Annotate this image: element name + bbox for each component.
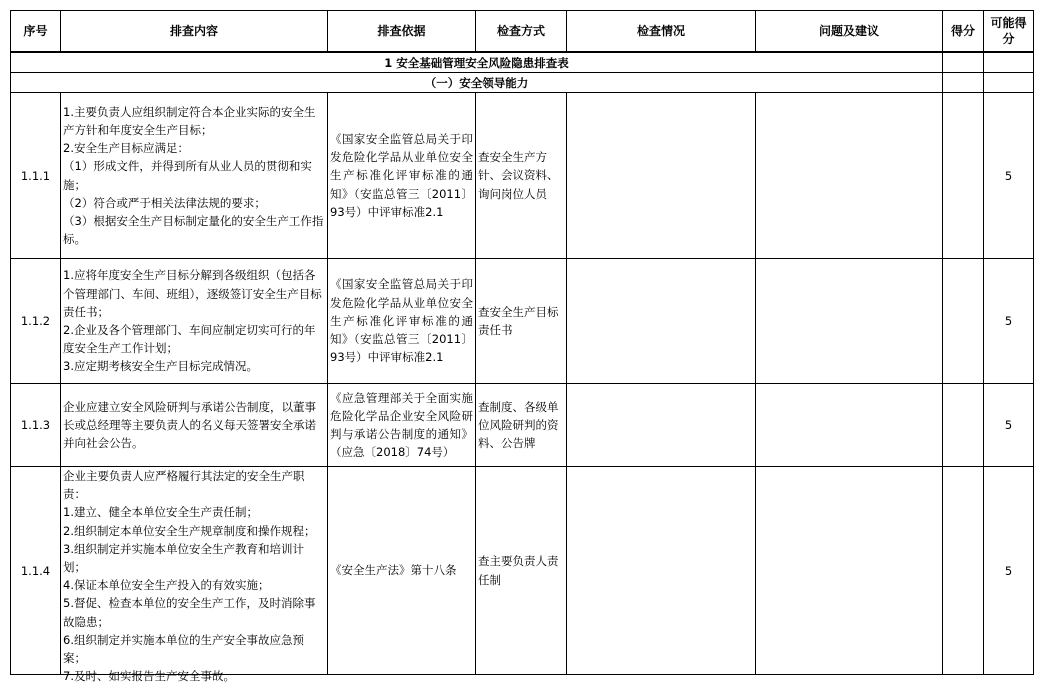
row-method[interactable] xyxy=(476,384,567,467)
row-basis-text: 《国家安全监管总局关于印发危险化学品从业单位安全生产标准化评审标准的通知》（安监总管三〔2011〕93号）中评审标准2.1 xyxy=(330,131,473,219)
row-basis[interactable] xyxy=(328,259,476,384)
content-line: 1.应将年度安全生产目标分解到各级组织（包括各个管理部门、车间、班组），逐级签订安全生产目标责任书； xyxy=(63,268,322,319)
section-row xyxy=(11,52,1034,73)
content-line: 2.企业及各个管理部门、车间应制定切实可行的年度安全生产工作计划； xyxy=(63,323,316,356)
row-content-text xyxy=(63,266,325,375)
row-content[interactable] xyxy=(61,384,328,467)
row-max-score[interactable]: 5 xyxy=(984,467,1034,675)
header-row xyxy=(11,11,1034,53)
row-basis[interactable] xyxy=(328,467,476,675)
header-max-score: 可能得分 xyxy=(984,11,1034,53)
row-method[interactable] xyxy=(476,259,567,384)
row-method[interactable] xyxy=(476,93,567,259)
row-issues[interactable] xyxy=(756,93,943,259)
header-method: 检查方式 xyxy=(476,11,567,53)
table-row xyxy=(11,384,1034,467)
row-score[interactable] xyxy=(943,384,984,467)
row-basis[interactable] xyxy=(328,384,476,467)
row-method-text: 查主要负责人责任制 xyxy=(478,554,559,587)
content-line: 企业主要负责人应严格履行其法定的安全生产职责： xyxy=(63,469,305,502)
content-line: （3）根据安全生产目标制定量化的安全生产工作指标。 xyxy=(63,213,324,247)
row-basis[interactable] xyxy=(328,93,476,259)
row-issues[interactable] xyxy=(756,384,943,467)
row-content[interactable] xyxy=(61,93,328,259)
content-line: 3.应定期考核安全生产目标完成情况。 xyxy=(63,359,258,374)
content-line: 5.督促、检查本单位的安全生产工作，及时消除事故隐患； xyxy=(63,596,316,629)
row-score[interactable] xyxy=(943,467,984,675)
row-issues[interactable] xyxy=(756,259,943,384)
header-content: 排查内容 xyxy=(61,11,328,53)
content-line: 1.建立、健全本单位安全生产责任制； xyxy=(63,505,258,520)
row-basis-text: 《安全生产法》第十八条 xyxy=(330,563,457,578)
header-situation: 检查情况 xyxy=(567,11,756,53)
table-row xyxy=(11,467,1034,675)
subsection-row xyxy=(11,73,1034,93)
section-title: 1 安全基础管理安全风险隐患排查表 xyxy=(11,52,943,73)
row-no[interactable]: 1.1.2 xyxy=(11,259,61,384)
content-line: 3.组织制定并实施本单位安全生产教育和培训计划； xyxy=(63,541,304,575)
content-line: 4.保证本单位安全生产投入的有效实施； xyxy=(63,578,270,593)
section-max-cell[interactable] xyxy=(984,52,1034,73)
table-body xyxy=(11,93,1034,684)
row-max-score[interactable]: 5 xyxy=(984,259,1034,384)
hazard-inspection-table xyxy=(10,10,1034,684)
row-no[interactable]: 1.1.3 xyxy=(11,384,61,467)
row-content-text xyxy=(63,103,325,249)
row-issues[interactable] xyxy=(756,467,943,675)
row-basis-text: 《国家安全监管总局关于印发危险化学品从业单位安全生产标准化评审标准的通知》（安监总管三〔2011〕93号）中评审标准2.1 xyxy=(330,277,473,365)
row-content-text xyxy=(63,398,325,453)
row-max-score[interactable]: 5 xyxy=(984,384,1034,467)
row-score[interactable] xyxy=(943,93,984,259)
section-score-cell[interactable] xyxy=(943,52,984,73)
row-method[interactable] xyxy=(476,467,567,675)
subsection-title: （一）安全领导能力 xyxy=(11,73,943,93)
content-line: 企业应建立安全风险研判与承诺公告制度，以董事长或总经理等主要负责人的名义每天签署安全承诺并向社会公告。 xyxy=(63,399,316,451)
row-situation[interactable] xyxy=(567,259,756,384)
row-max-score[interactable]: 5 xyxy=(984,93,1034,259)
row-method-text: 查安全生产目标责任书 xyxy=(478,304,559,337)
row-no[interactable]: 1.1.4 xyxy=(11,467,61,675)
table-row xyxy=(11,259,1034,384)
header-score: 得分 xyxy=(943,11,984,53)
header-issues: 问题及建议 xyxy=(756,11,943,53)
content-line: 7.及时、如实报告生产安全事故。 xyxy=(63,669,235,684)
header-basis: 排查依据 xyxy=(328,11,476,53)
row-situation[interactable] xyxy=(567,384,756,467)
content-line: 2.安全生产目标应满足： xyxy=(63,141,189,156)
content-line: 1.主要负责人应组织制定符合本企业实际的安全生产方针和年度安全生产目标； xyxy=(63,104,316,137)
content-line: 2.组织制定本单位安全生产规章制度和操作规程； xyxy=(63,523,316,538)
content-line: （2）符合或严于相关法律法规的要求； xyxy=(63,195,266,210)
row-content[interactable] xyxy=(61,259,328,384)
content-line: （1）形成文件，并得到所有从业人员的贯彻和实施； xyxy=(63,159,312,192)
header-no: 序号 xyxy=(11,11,61,53)
table-row xyxy=(11,93,1034,259)
subsection-score-cell[interactable] xyxy=(943,73,984,93)
row-situation[interactable] xyxy=(567,467,756,675)
row-method-text: 查安全生产方针、会议资料、询问岗位人员 xyxy=(478,150,559,201)
row-basis-text: 《应急管理部关于全面实施危险化学品企业安全风险研判与承诺公告制度的通知》（应急〔2018〕74号） xyxy=(330,390,473,460)
row-no[interactable]: 1.1.1 xyxy=(11,93,61,259)
content-line: 6.组织制定并实施本单位的生产安全事故应急预案； xyxy=(63,632,304,666)
row-method-text: 查制度、各级单位风险研判的资料、公告牌 xyxy=(478,399,559,451)
subsection-max-cell[interactable] xyxy=(984,73,1034,93)
row-content-text xyxy=(63,467,325,684)
row-situation[interactable] xyxy=(567,93,756,259)
row-score[interactable] xyxy=(943,259,984,384)
row-content[interactable] xyxy=(61,467,328,684)
